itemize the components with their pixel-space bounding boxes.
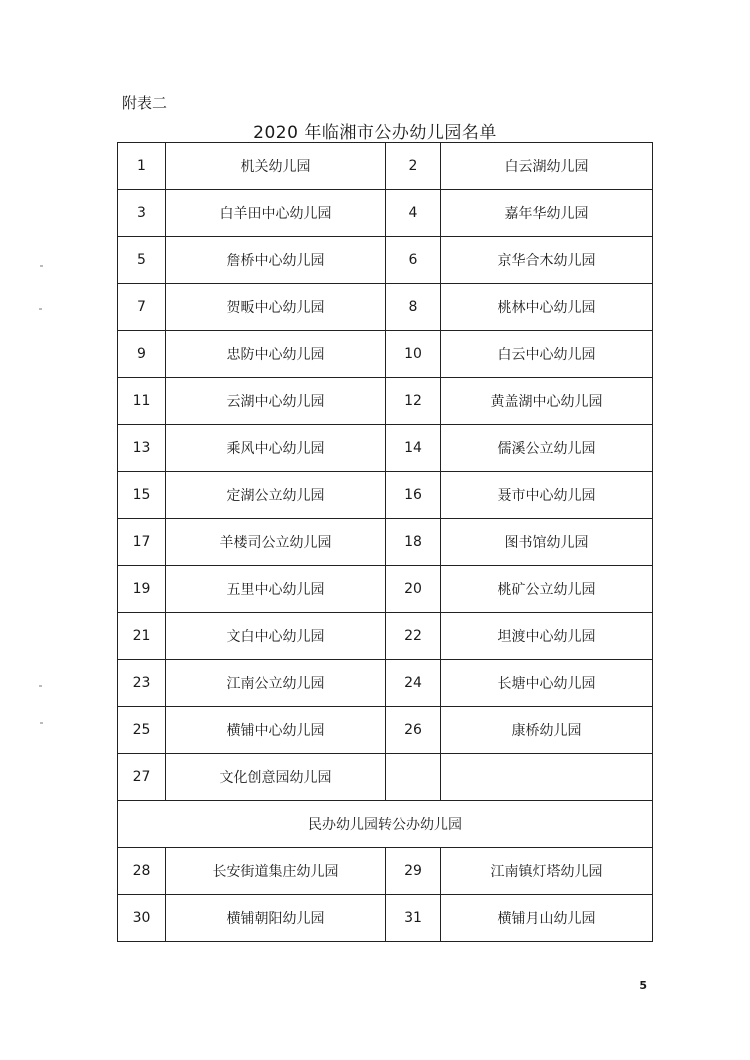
table-row	[118, 566, 653, 613]
row-number-left: 25	[118, 707, 166, 754]
table-row	[118, 519, 653, 566]
kindergarten-name-left: 长安街道集庄幼儿园	[166, 848, 386, 895]
row-number-right: 14	[386, 425, 441, 472]
kindergarten-name-right: 桃矿公立幼儿园	[441, 566, 653, 613]
kindergarten-table-body	[118, 143, 653, 942]
row-number-right: 8	[386, 284, 441, 331]
row-number-right: 29	[386, 848, 441, 895]
kindergarten-name-right: 京华合木幼儿园	[441, 237, 653, 284]
kindergarten-name-right: 长塘中心幼儿园	[441, 660, 653, 707]
row-number-right: 16	[386, 472, 441, 519]
section-title: 民办幼儿园转公办幼儿园	[118, 801, 653, 848]
kindergarten-table	[117, 142, 653, 942]
kindergarten-name-right: 桃林中心幼儿园	[441, 284, 653, 331]
kindergarten-name-left: 乘风中心幼儿园	[166, 425, 386, 472]
document-title: 2020 年临湘市公办幼儿园名单	[253, 123, 497, 143]
row-number-left: 15	[118, 472, 166, 519]
kindergarten-name-left: 横铺中心幼儿园	[166, 707, 386, 754]
table-row	[118, 848, 653, 895]
row-number-right: 24	[386, 660, 441, 707]
table-row	[118, 190, 653, 237]
row-number-left: 13	[118, 425, 166, 472]
row-number-left: 3	[118, 190, 166, 237]
kindergarten-name-right: 康桥幼儿园	[441, 707, 653, 754]
row-number-right: 26	[386, 707, 441, 754]
table-row	[118, 331, 653, 378]
row-number-right: 4	[386, 190, 441, 237]
kindergarten-name-right: 横铺月山幼儿园	[441, 895, 653, 942]
kindergarten-name-right: 江南镇灯塔幼儿园	[441, 848, 653, 895]
page-number: 5	[639, 979, 647, 992]
kindergarten-name-right: 聂市中心幼儿园	[441, 472, 653, 519]
table-row	[118, 707, 653, 754]
table-row	[118, 472, 653, 519]
row-number-left: 1	[118, 143, 166, 190]
table-row	[118, 237, 653, 284]
kindergarten-name-left: 文化创意园幼儿园	[166, 754, 386, 801]
row-number-left: 11	[118, 378, 166, 425]
row-number-right: 22	[386, 613, 441, 660]
row-number-right: 18	[386, 519, 441, 566]
kindergarten-name-left: 詹桥中心幼儿园	[166, 237, 386, 284]
section-row	[118, 801, 653, 848]
kindergarten-name-left: 云湖中心幼儿园	[166, 378, 386, 425]
table-row	[118, 754, 653, 801]
kindergarten-name-left: 江南公立幼儿园	[166, 660, 386, 707]
kindergarten-name-left: 文白中心幼儿园	[166, 613, 386, 660]
kindergarten-name-left: 白羊田中心幼儿园	[166, 190, 386, 237]
row-number-left: 9	[118, 331, 166, 378]
kindergarten-name-right: 嘉年华幼儿园	[441, 190, 653, 237]
row-number-left: 19	[118, 566, 166, 613]
kindergarten-name-right	[441, 754, 653, 801]
row-number-right: 2	[386, 143, 441, 190]
row-number-right: 31	[386, 895, 441, 942]
kindergarten-name-right: 白云湖幼儿园	[441, 143, 653, 190]
kindergarten-name-right: 坦渡中心幼儿园	[441, 613, 653, 660]
scan-speck	[39, 308, 42, 310]
kindergarten-name-left: 贺畈中心幼儿园	[166, 284, 386, 331]
scan-speck	[39, 685, 42, 687]
row-number-right: 20	[386, 566, 441, 613]
row-number-right: 12	[386, 378, 441, 425]
kindergarten-name-left: 羊楼司公立幼儿园	[166, 519, 386, 566]
table-row	[118, 284, 653, 331]
table-row	[118, 143, 653, 190]
scan-speck	[40, 722, 43, 724]
row-number-left: 21	[118, 613, 166, 660]
table-row	[118, 660, 653, 707]
table-row	[118, 613, 653, 660]
scan-speck	[40, 265, 43, 267]
row-number-left: 30	[118, 895, 166, 942]
row-number-right: 10	[386, 331, 441, 378]
kindergarten-name-left: 横铺朝阳幼儿园	[166, 895, 386, 942]
attachment-label: 附表二	[122, 94, 168, 112]
kindergarten-name-left: 五里中心幼儿园	[166, 566, 386, 613]
kindergarten-name-right: 黄盖湖中心幼儿园	[441, 378, 653, 425]
table-row	[118, 895, 653, 942]
kindergarten-name-left: 定湖公立幼儿园	[166, 472, 386, 519]
row-number-right: 6	[386, 237, 441, 284]
kindergarten-name-right: 白云中心幼儿园	[441, 331, 653, 378]
row-number-left: 28	[118, 848, 166, 895]
kindergarten-name-left: 忠防中心幼儿园	[166, 331, 386, 378]
table-row	[118, 378, 653, 425]
row-number-right	[386, 754, 441, 801]
kindergarten-name-left: 机关幼儿园	[166, 143, 386, 190]
row-number-left: 7	[118, 284, 166, 331]
row-number-left: 17	[118, 519, 166, 566]
table-row	[118, 425, 653, 472]
kindergarten-name-right: 儒溪公立幼儿园	[441, 425, 653, 472]
row-number-left: 27	[118, 754, 166, 801]
row-number-left: 5	[118, 237, 166, 284]
kindergarten-name-right: 图书馆幼儿园	[441, 519, 653, 566]
row-number-left: 23	[118, 660, 166, 707]
